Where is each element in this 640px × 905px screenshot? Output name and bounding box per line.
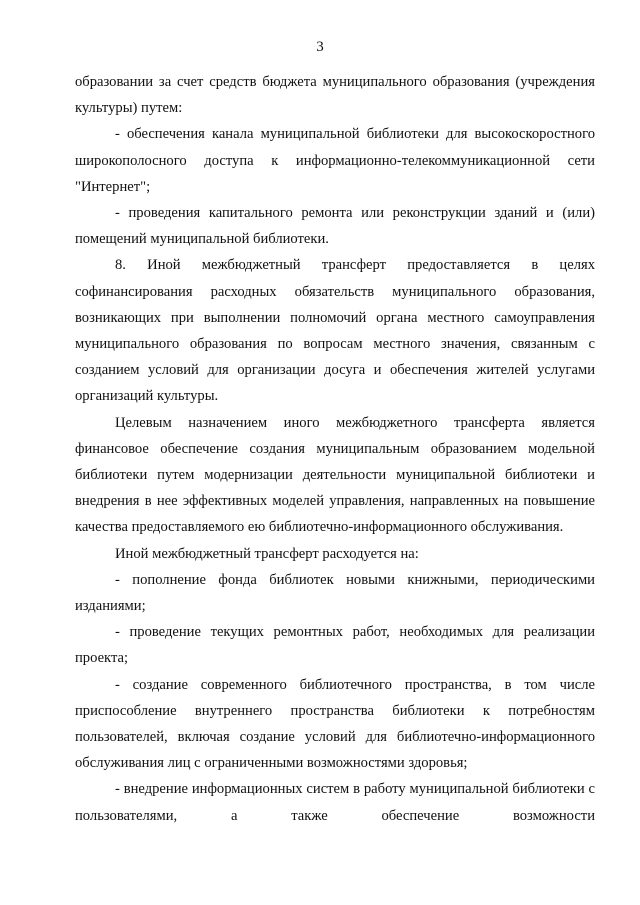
document-body [75, 69, 595, 829]
paragraph-information-systems: - внедрение информационных систем в работу муниципальной библиотеки с пользователями, а также обеспечение возможности [75, 781, 595, 824]
paragraph-book-fund: - пополнение фонда библиотек новыми книжными, периодическими изданиями; [75, 571, 595, 615]
paragraph-purpose: Целевым назначением иного межбюджетного трансферта является финансовое обеспечение создания муниципальным образованием модельной библиотеки путем модернизации деятельности муниципальной библиотеки и внедрения в нее эффективных моделей управления, направленных на повышение качества предоставляемого ею библиотечно-информационного обслуживания. [75, 414, 595, 536]
paragraph-capital-repair: - проведения капитального ремонта или реконструкции зданий и (или) помещений муниципальной библиотеки. [75, 205, 595, 248]
paragraph-funding-methods: образовании за счет средств бюджета муниципального образования (учреждения культуры) путем: [75, 74, 595, 117]
paragraph-spending-intro: Иной межбюджетный трансферт расходуется на: [115, 545, 419, 562]
paragraph-item-8: 8. Иной межбюджетный трансферт предоставляется в целях софинансирования расходных обязательств муниципального образования, возникающих при выполнении полномочий органа местного самоуправления муниципального образования по вопросам местного значения, связанным с созданием условий для организации досуга и обеспечения жителей услугами организаций культуры. [75, 257, 595, 405]
page-number: 3 [316, 39, 324, 55]
paragraph-modern-space: - создание современного библиотечного пространства, в том числе приспособление внутреннего пространства библиотеки к потребностям пользователей, включая создание условий для библиотечно-информационного обслуживания лиц с ограниченными возможностями здоровья; [75, 676, 595, 772]
paragraph-current-repairs: - проведение текущих ремонтных работ, необходимых для реализации проекта; [75, 624, 595, 667]
paragraph-internet-access: - обеспечения канала муниципальной библиотеки для высокоскоростного широкополосного доступа к информационно-телекоммуникационной сети "Интернет"; [75, 126, 595, 195]
